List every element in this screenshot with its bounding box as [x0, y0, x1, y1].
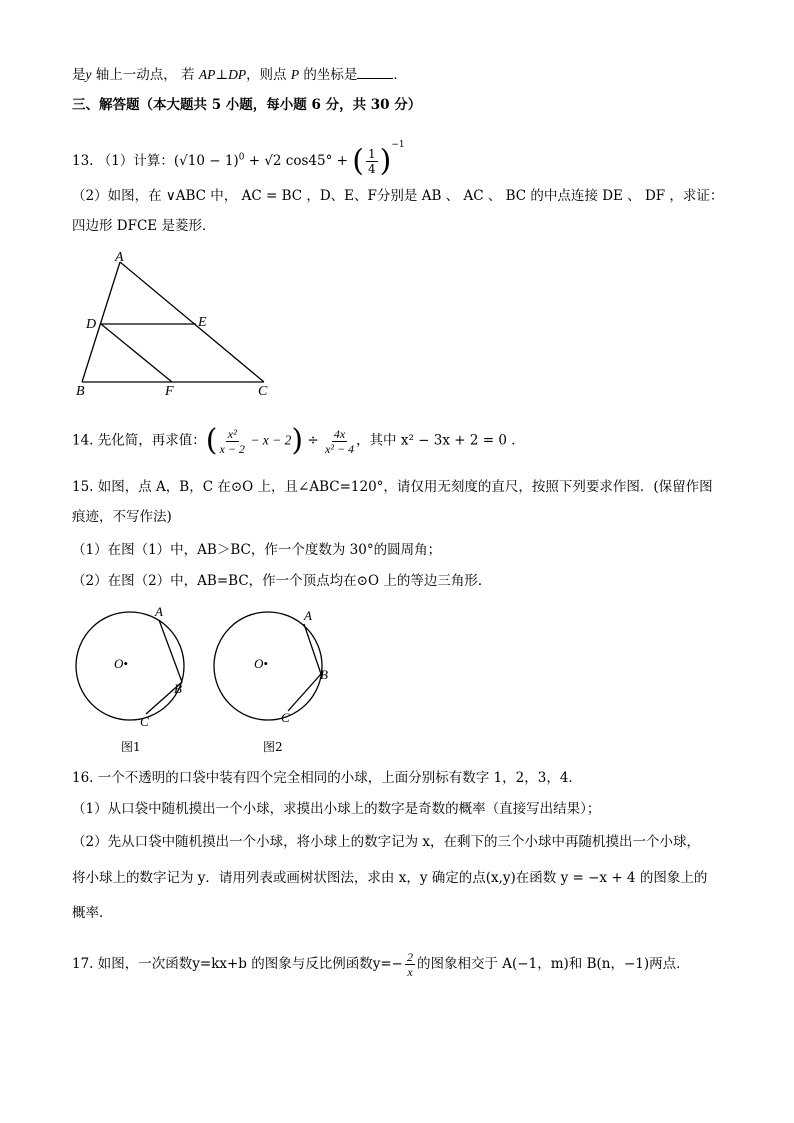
label-a: A [115, 252, 124, 265]
label-o: O• [114, 656, 128, 671]
label-o: O• [254, 656, 268, 671]
part-label: （1）计算： [97, 153, 174, 169]
exponent: 0 [238, 152, 245, 163]
label-f: F [165, 384, 174, 399]
q15-line2: 痕迹，不写作法) [72, 509, 172, 525]
var-y: y [85, 67, 92, 82]
answer-blank [357, 66, 393, 79]
exponent: −1 [391, 140, 405, 150]
text: ． [393, 67, 407, 83]
numerator: x² [227, 426, 237, 441]
text: 是 [72, 67, 86, 83]
q16-part2-b: 将小球上的数字记为 y．请用列表或画树状图法，求由 x，y 确定的点(x,y)在函数 y = −x + 4 的图象上的 [72, 870, 708, 886]
paren: ( [352, 143, 364, 179]
paren: ) [379, 143, 392, 179]
label-a: A [304, 608, 312, 623]
fraction [325, 427, 354, 456]
text: 轴上一动点， 若 [91, 67, 199, 83]
denominator: x² − 4 [325, 441, 355, 456]
expression: (√10 − 1) [173, 153, 239, 169]
chords-ab-bc [146, 620, 182, 714]
paren: ) [291, 423, 304, 458]
triangle-figure [72, 252, 282, 400]
paren: ( [205, 423, 218, 458]
q17-line [72, 950, 690, 979]
question-number: 13. [72, 153, 94, 169]
q16-part2-c: 概率． [72, 905, 113, 921]
denominator: 4 [367, 162, 376, 176]
label-c: C [281, 710, 290, 725]
circle-figure-1 [70, 604, 200, 734]
label-b: B [320, 667, 328, 682]
side-ac [120, 262, 264, 382]
condition: ，其中 x² − 3x + 2 = 0 ． [356, 432, 525, 449]
denominator: x [407, 965, 413, 979]
q12-continued-line [72, 66, 407, 84]
q13-part1 [72, 136, 405, 177]
fraction [405, 950, 415, 979]
q16-part2-a: （2）先从口袋中随机摸出一个小球，将小球上的数字记为 x，在剩下的三个小球中再随机摸出一个小球， [72, 834, 700, 850]
fraction [220, 427, 245, 456]
label-e: E [198, 315, 207, 330]
expression: − x − 2 [246, 432, 292, 448]
numerator: 2 [407, 950, 413, 964]
q15-part2: （2）在图（2）中，AB=BC，作一个顶点均在⊙O 上的等边三角形． [72, 573, 492, 589]
q14-line [72, 423, 525, 458]
text: 的图象相交于 A(−1，m)和 B(n，−1)两点． [417, 956, 690, 972]
label-c: C [258, 384, 268, 399]
text: 的坐标是 [299, 67, 358, 83]
label-a: A [155, 604, 163, 619]
section-heading: 三、解答题（本大题共 5 小题，每小题 6 分，共 30 分） [72, 97, 422, 113]
figure-1-caption: 图1 [121, 740, 141, 754]
label-b: B [174, 681, 182, 696]
numerator: 4x [333, 426, 346, 441]
q16-line1: 16. 一个不透明的口袋中装有四个完全相同的小球，上面分别标有数字 1，2，3，4． [72, 770, 582, 786]
label-d: D [86, 317, 97, 332]
question-number: 14. [72, 432, 94, 449]
circle-o [76, 612, 184, 720]
q15-line1: 15. 如图，点 A，B，C 在⊙O 上，且∠ABC=120°，请仅用无刻度的直尺，按照下列要求作图．(保留作图 [72, 479, 713, 495]
numerator: 1 [367, 147, 376, 161]
label-c: C [140, 714, 149, 729]
label-b: B [76, 384, 85, 399]
operator: ÷ [303, 432, 324, 449]
q13-part2-line2: 四边形 DFCE 是菱形． [72, 218, 216, 234]
text: 17. 如图，一次函数y=kx+b 的图象与反比例函数y=− [72, 956, 403, 972]
circle-figure-2 [210, 604, 340, 734]
q13-part2-line1: （2）如图，在 ∨ABC 中， AC = BC ，D、E、F分别是 AB 、 AC 、 BC 的中点连接 DE 、 DF ，求证： [72, 188, 724, 204]
fraction [366, 147, 378, 176]
q16-part1: （1）从口袋中随机摸出一个小球，求摸出小球上的数字是奇数的概率（直接写出结果）； [72, 801, 601, 817]
q15-part1: （1）在图（1）中，AB＞BC，作一个度数为 30°的圆周角； [72, 542, 442, 558]
condition: AP⊥DP [198, 67, 247, 82]
segment-df [101, 324, 172, 382]
figure-2-caption: 图2 [263, 740, 283, 754]
text: ，则点 [246, 67, 291, 83]
denominator: x − 2 [219, 441, 245, 456]
expression: + √2 cos45° + [244, 153, 353, 169]
var-p: P [290, 67, 300, 82]
text: 先化简，再求值： [97, 432, 206, 449]
chords-ab-bc [288, 624, 321, 711]
